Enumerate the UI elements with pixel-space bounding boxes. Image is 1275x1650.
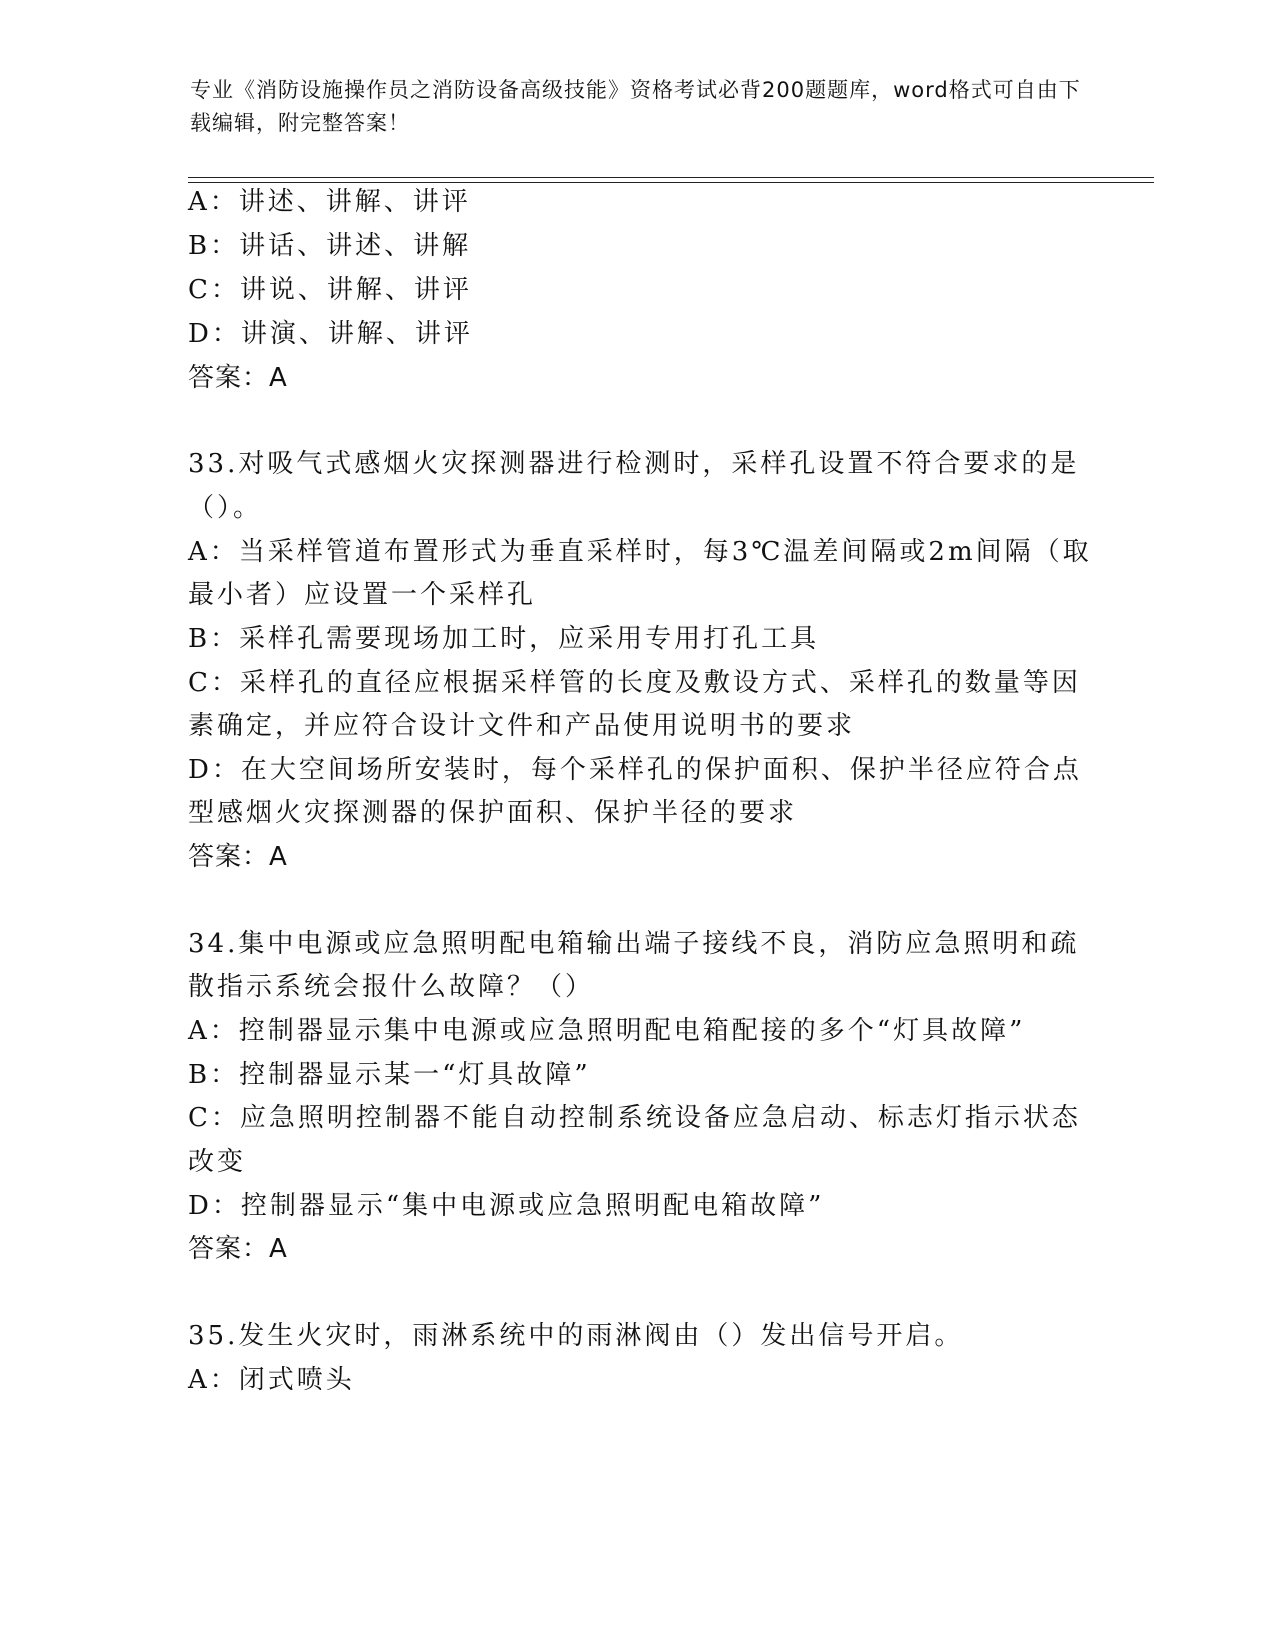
q33-option-d-line-1: D：在大空间场所安装时，每个采样孔的保护面积、保护半径应符合点 — [188, 755, 1082, 785]
q34-option-c-line-1: C：应急照明控制器不能自动控制系统设备应急启动、标志灯指示状态 — [188, 1103, 1081, 1133]
q32-option-c: C：讲说、讲解、讲评 — [188, 275, 472, 305]
q33-option-c-line-1: C：采样孔的直径应根据采样管的长度及敷设方式、采样孔的数量等因 — [188, 668, 1081, 698]
header-rule-bottom — [188, 182, 1154, 183]
q34-stem-line-2: 散指示系统会报什么故障？（） — [188, 972, 595, 1002]
q33-option-c-line-2: 素确定，并应符合设计文件和产品使用说明书的要求 — [188, 711, 856, 741]
q33-option-a-line-2: 最小者）应设置一个采样孔 — [188, 580, 537, 610]
document-header: 专业《消防设施操作员之消防设备高级技能》资格考试必背200题题库，word格式可自由下载编辑，附完整答案！ — [190, 78, 1081, 135]
q34-option-b: B：控制器显示某一“灯具故障” — [188, 1060, 591, 1090]
q32-option-d: D：讲演、讲解、讲评 — [188, 319, 473, 349]
q33-option-b: B：采样孔需要现场加工时，应采用专用打孔工具 — [188, 624, 820, 654]
q34-answer: 答案：A — [188, 1234, 288, 1264]
q33-stem-line-1: 33.对吸气式感烟火灾探测器进行检测时，采样孔设置不符合要求的是 — [188, 449, 1080, 479]
q33-option-a-line-1: A：当采样管道布置形式为垂直采样时，每3℃温差间隔或2m间隔（取 — [188, 537, 1092, 567]
q35-option-a: A：闭式喷头 — [188, 1365, 355, 1395]
q33-option-d-line-2: 型感烟火灾探测器的保护面积、保护半径的要求 — [188, 798, 798, 828]
q32-answer: 答案：A — [188, 363, 288, 393]
q34-stem-line-1: 34.集中电源或应急照明配电箱输出端子接线不良，消防应急照明和疏 — [188, 929, 1080, 959]
q32-option-a: A：讲述、讲解、讲评 — [188, 187, 471, 217]
header-rule-top — [188, 177, 1154, 178]
q33-stem-line-2: （）。 — [188, 493, 263, 523]
q33-answer: 答案：A — [188, 842, 288, 872]
q34-option-a: A：控制器显示集中电源或应急照明配电箱配接的多个“灯具故障” — [188, 1016, 1026, 1046]
q34-option-d: D：控制器显示“集中电源或应急照明配电箱故障” — [188, 1191, 825, 1221]
q35-stem: 35.发生火灾时，雨淋系统中的雨淋阀由（）发出信号开启。 — [188, 1321, 964, 1351]
q34-option-c-line-2: 改变 — [188, 1147, 247, 1177]
q32-option-b: B：讲话、讲述、讲解 — [188, 231, 472, 261]
